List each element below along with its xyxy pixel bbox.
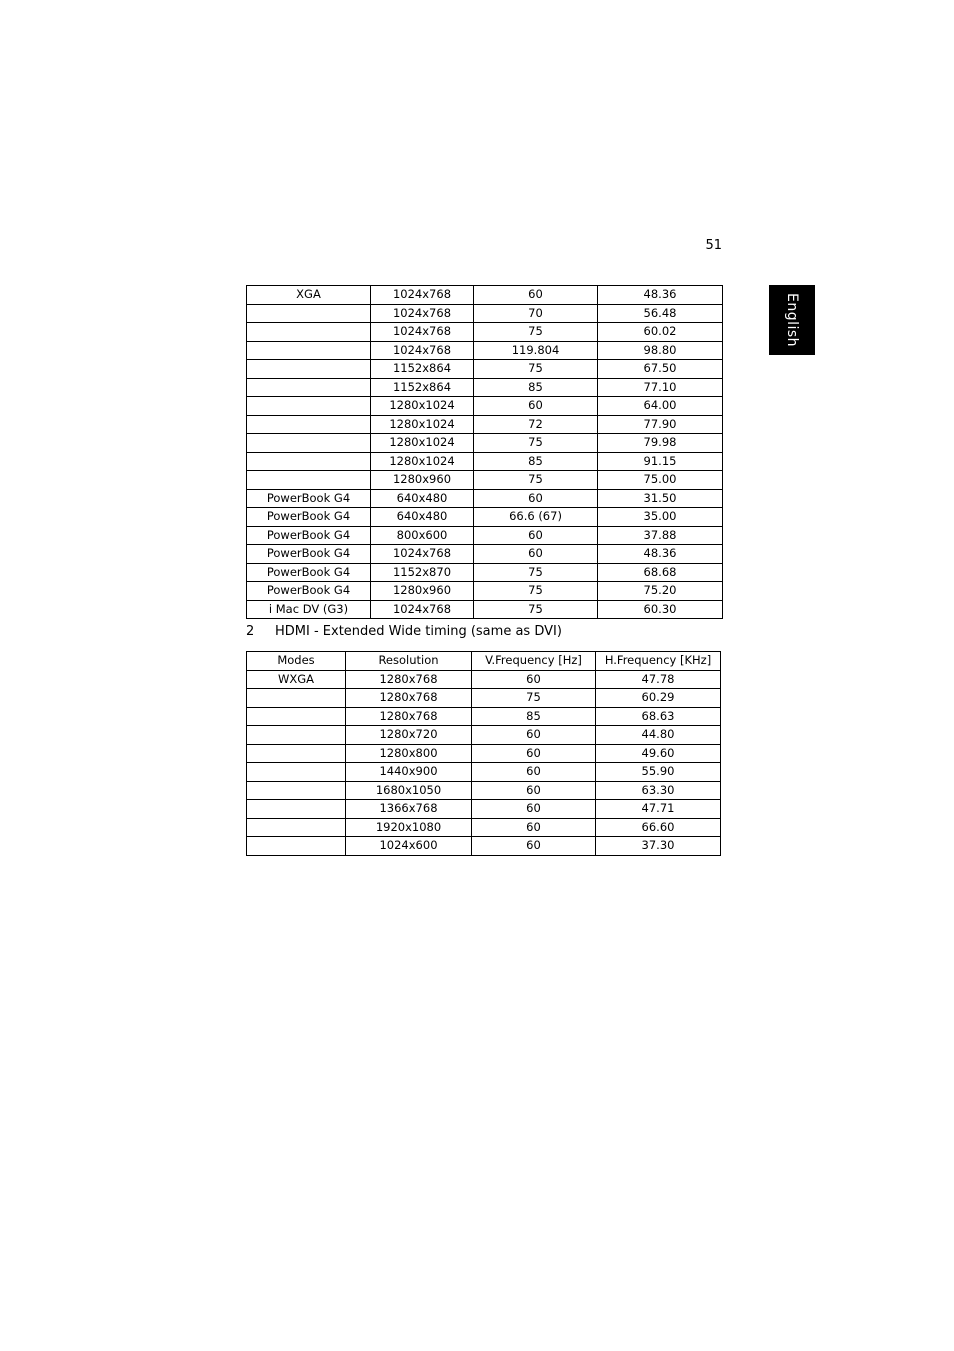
cell-mode: PowerBook G4: [247, 526, 371, 545]
cell-resolution: 1280x768: [346, 707, 472, 726]
cell-h-frequency: 79.98: [598, 434, 723, 453]
cell-mode: [247, 837, 346, 856]
table-row: [247, 526, 723, 545]
cell-resolution: 800x600: [371, 526, 474, 545]
cell-h-frequency: 75.20: [598, 582, 723, 601]
cell-mode: [247, 397, 371, 416]
table-row: [247, 689, 721, 708]
cell-h-frequency: 60.02: [598, 323, 723, 342]
cell-resolution: 1280x720: [346, 726, 472, 745]
cell-mode: [247, 378, 371, 397]
table-row: [247, 397, 723, 416]
table-row: [247, 415, 723, 434]
cell-v-frequency: 60: [474, 545, 598, 564]
cell-resolution: 1024x600: [346, 837, 472, 856]
table-row: [247, 600, 723, 619]
cell-mode: [247, 434, 371, 453]
cell-v-frequency: 60: [472, 670, 596, 689]
table-row: [247, 563, 723, 582]
cell-resolution: 1680x1050: [346, 781, 472, 800]
cell-mode: [247, 707, 346, 726]
cell-resolution: 1366x768: [346, 800, 472, 819]
cell-mode: [247, 452, 371, 471]
cell-mode: [247, 415, 371, 434]
cell-mode: [247, 763, 346, 782]
cell-h-frequency: 63.30: [596, 781, 721, 800]
cell-v-frequency: 70: [474, 304, 598, 323]
language-tab-label: English: [784, 292, 800, 348]
table-row: [247, 582, 723, 601]
cell-mode: [247, 689, 346, 708]
cell-resolution: 640x480: [371, 489, 474, 508]
table-row: [247, 508, 723, 527]
cell-resolution: 1152x870: [371, 563, 474, 582]
section-title: HDMI - Extended Wide timing (same as DVI): [275, 624, 562, 639]
cell-v-frequency: 85: [474, 452, 598, 471]
table-row: [247, 744, 721, 763]
cell-mode: [247, 781, 346, 800]
cell-resolution: 1152x864: [371, 378, 474, 397]
cell-v-frequency: 60: [472, 744, 596, 763]
page-number: 51: [705, 238, 722, 253]
cell-h-frequency: 47.71: [596, 800, 721, 819]
timing-table-continued: [246, 285, 723, 619]
cell-mode: PowerBook G4: [247, 582, 371, 601]
cell-v-frequency: 119.804: [474, 341, 598, 360]
header-cell-modes: Modes: [247, 652, 346, 671]
cell-v-frequency: 60: [472, 800, 596, 819]
cell-h-frequency: 91.15: [598, 452, 723, 471]
cell-v-frequency: 60: [474, 397, 598, 416]
cell-v-frequency: 60: [474, 489, 598, 508]
cell-h-frequency: 66.60: [596, 818, 721, 837]
cell-resolution: 1280x800: [346, 744, 472, 763]
cell-v-frequency: 75: [474, 600, 598, 619]
cell-mode: [247, 360, 371, 379]
cell-h-frequency: 49.60: [596, 744, 721, 763]
hdmi-wide-timing-table: [246, 651, 721, 856]
cell-v-frequency: 75: [474, 360, 598, 379]
cell-h-frequency: 68.68: [598, 563, 723, 582]
cell-h-frequency: 48.36: [598, 286, 723, 305]
hdmi-table-body: [247, 670, 721, 855]
cell-h-frequency: 75.00: [598, 471, 723, 490]
cell-h-frequency: 77.10: [598, 378, 723, 397]
cell-v-frequency: 85: [474, 378, 598, 397]
cell-resolution: 1024x768: [371, 600, 474, 619]
table-row: [247, 471, 723, 490]
table-row: [247, 378, 723, 397]
cell-mode: [247, 800, 346, 819]
header-row: [247, 652, 721, 671]
cell-v-frequency: 60: [472, 781, 596, 800]
cell-resolution: 1280x1024: [371, 452, 474, 471]
timing-table-body: [247, 286, 723, 619]
cell-mode: WXGA: [247, 670, 346, 689]
table-row: [247, 341, 723, 360]
cell-mode: [247, 726, 346, 745]
table-row: [247, 670, 721, 689]
cell-v-frequency: 75: [472, 689, 596, 708]
cell-h-frequency: 64.00: [598, 397, 723, 416]
language-tab: [769, 285, 815, 355]
table-row: [247, 818, 721, 837]
cell-mode: [247, 341, 371, 360]
table-row: [247, 434, 723, 453]
table-row: [247, 489, 723, 508]
table-row: [247, 763, 721, 782]
table-row: [247, 360, 723, 379]
cell-mode: PowerBook G4: [247, 563, 371, 582]
cell-v-frequency: 75: [474, 471, 598, 490]
cell-resolution: 1280x1024: [371, 434, 474, 453]
cell-resolution: 1280x1024: [371, 415, 474, 434]
table-row: [247, 545, 723, 564]
cell-h-frequency: 55.90: [596, 763, 721, 782]
cell-h-frequency: 98.80: [598, 341, 723, 360]
cell-v-frequency: 60: [474, 526, 598, 545]
cell-v-frequency: 60: [474, 286, 598, 305]
cell-v-frequency: 75: [474, 434, 598, 453]
cell-h-frequency: 47.78: [596, 670, 721, 689]
table-row: [247, 800, 721, 819]
cell-h-frequency: 35.00: [598, 508, 723, 527]
cell-v-frequency: 60: [472, 763, 596, 782]
header-cell-v-frequency: V.Frequency [Hz]: [472, 652, 596, 671]
cell-mode: PowerBook G4: [247, 489, 371, 508]
cell-resolution: 1920x1080: [346, 818, 472, 837]
cell-resolution: 1280x960: [371, 582, 474, 601]
cell-resolution: 1024x768: [371, 323, 474, 342]
header-cell-h-frequency: H.Frequency [KHz]: [596, 652, 721, 671]
cell-h-frequency: 44.80: [596, 726, 721, 745]
cell-mode: [247, 323, 371, 342]
cell-v-frequency: 60: [472, 726, 596, 745]
header-cell-resolution: Resolution: [346, 652, 472, 671]
cell-v-frequency: 72: [474, 415, 598, 434]
cell-resolution: 1280x768: [346, 689, 472, 708]
table-row: [247, 323, 723, 342]
cell-resolution: 1024x768: [371, 304, 474, 323]
cell-v-frequency: 60: [472, 818, 596, 837]
cell-h-frequency: 37.88: [598, 526, 723, 545]
cell-h-frequency: 60.30: [598, 600, 723, 619]
table-row: [247, 726, 721, 745]
cell-resolution: 1152x864: [371, 360, 474, 379]
cell-v-frequency: 60: [472, 837, 596, 856]
cell-resolution: 1280x1024: [371, 397, 474, 416]
cell-h-frequency: 48.36: [598, 545, 723, 564]
cell-mode: XGA: [247, 286, 371, 305]
cell-resolution: 1024x768: [371, 545, 474, 564]
cell-resolution: 1440x900: [346, 763, 472, 782]
cell-v-frequency: 75: [474, 582, 598, 601]
table-row: [247, 707, 721, 726]
table-row: [247, 837, 721, 856]
cell-h-frequency: 68.63: [596, 707, 721, 726]
cell-mode: [247, 304, 371, 323]
cell-mode: [247, 471, 371, 490]
cell-resolution: 640x480: [371, 508, 474, 527]
cell-h-frequency: 56.48: [598, 304, 723, 323]
cell-resolution: 1280x960: [371, 471, 474, 490]
cell-v-frequency: 75: [474, 323, 598, 342]
table-row: [247, 452, 723, 471]
cell-h-frequency: 37.30: [596, 837, 721, 856]
cell-mode: PowerBook G4: [247, 545, 371, 564]
cell-resolution: 1024x768: [371, 286, 474, 305]
table-row: [247, 304, 723, 323]
cell-h-frequency: 31.50: [598, 489, 723, 508]
cell-resolution: 1024x768: [371, 341, 474, 360]
cell-v-frequency: 75: [474, 563, 598, 582]
cell-v-frequency: 66.6 (67): [474, 508, 598, 527]
table-row: [247, 781, 721, 800]
hdmi-table-header: [247, 652, 721, 671]
cell-mode: [247, 744, 346, 763]
cell-mode: i Mac DV (G3): [247, 600, 371, 619]
cell-h-frequency: 77.90: [598, 415, 723, 434]
cell-mode: PowerBook G4: [247, 508, 371, 527]
cell-h-frequency: 67.50: [598, 360, 723, 379]
cell-resolution: 1280x768: [346, 670, 472, 689]
section-heading: [246, 623, 562, 641]
section-number: 2: [246, 624, 255, 639]
table-row: [247, 286, 723, 305]
cell-v-frequency: 85: [472, 707, 596, 726]
cell-mode: [247, 818, 346, 837]
cell-h-frequency: 60.29: [596, 689, 721, 708]
